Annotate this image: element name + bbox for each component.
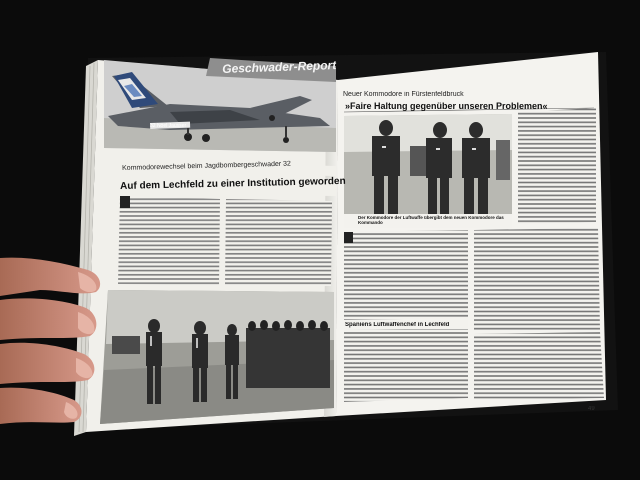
right-text-column-1 xyxy=(344,230,468,320)
drop-cap xyxy=(120,196,130,208)
right-photo-caption: Der Kommodore der Luftwaffe übergibt dem neuen Kommodore das Kommando xyxy=(358,215,504,225)
aircraft-marking: 32 Nöel Jausser xyxy=(150,123,187,129)
page-number: 49 xyxy=(588,406,595,412)
left-text-column-2 xyxy=(225,199,332,286)
right-page-headline: »Faire Haltung gegenüber unseren Problemen« xyxy=(345,101,548,111)
right-page-kicker: Neuer Kommodore in Fürstenfeldbruck xyxy=(343,91,464,98)
right-page-subhead: Spaniens Luftwaffenchef in Lechfeld xyxy=(345,322,450,328)
left-page-caption: Kommodorewechsel beim Jagdbombergeschwader 32 xyxy=(122,160,292,172)
right-text-column-4 xyxy=(474,332,604,400)
left-text-column-1 xyxy=(118,196,220,285)
drop-cap-right xyxy=(344,232,353,243)
right-narrow-column xyxy=(518,108,596,224)
section-title: Geschwader-Report xyxy=(222,58,337,76)
right-text-column-3 xyxy=(344,328,468,402)
left-page-headline: Auf dem Lechfeld zu einer Institution geworden xyxy=(120,175,346,192)
right-text-column-2 xyxy=(474,228,600,330)
